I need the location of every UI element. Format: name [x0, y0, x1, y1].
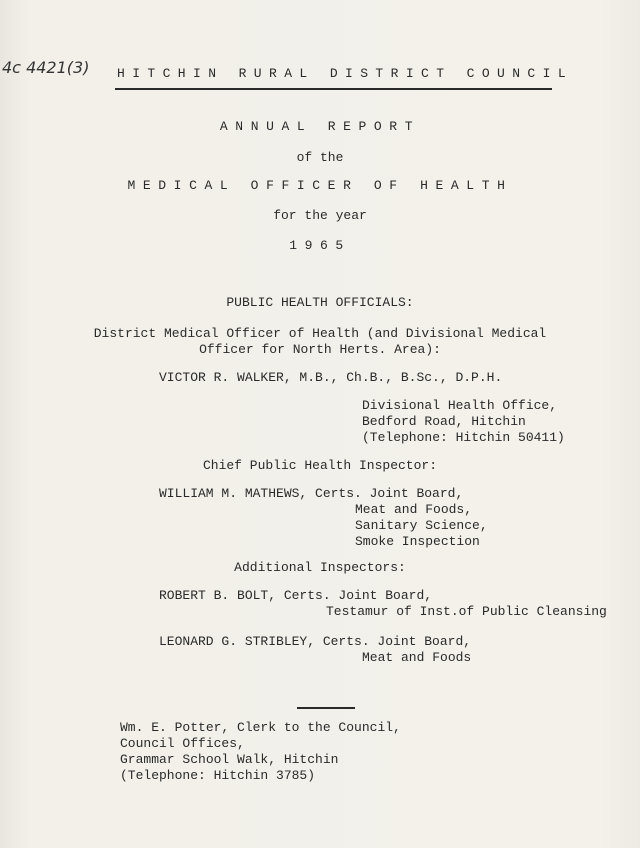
chief-qual-line2: Meat and Foods, — [355, 502, 473, 517]
inspector-stribley-qual: Meat and Foods — [362, 650, 472, 665]
dmo-title-line1: District Medical Officer of Health (and Divisional Medical — [93, 326, 547, 341]
office-line3: (Telephone: Hitchin 50411) — [362, 430, 565, 445]
title-for-the-year: for the year — [273, 208, 367, 223]
title-moh: MEDICAL OFFICER OF HEALTH — [127, 178, 513, 193]
dmo-name: VICTOR R. WALKER, M.B., Ch.B., B.Sc., D.P.H. — [159, 370, 503, 385]
chief-qual-line4: Smoke Inspection — [355, 534, 480, 549]
council-header: HITCHIN RURAL DISTRICT COUNCIL — [117, 66, 574, 81]
office-line2: Bedford Road, Hitchin — [362, 414, 526, 429]
chief-qual-line3: Sanitary Science, — [355, 518, 488, 533]
inspector-bolt-qual: Testamur of Inst.of Public Cleansing — [326, 604, 607, 619]
inspector-bolt: ROBERT B. BOLT, Certs. Joint Board, — [159, 588, 433, 603]
report-year: 1965 — [289, 238, 351, 253]
clerk-line4: (Telephone: Hitchin 3785) — [120, 768, 316, 783]
section-heading: PUBLIC HEALTH OFFICIALS: — [226, 295, 414, 310]
clerk-line3: Grammar School Walk, Hitchin — [120, 752, 339, 767]
office-line1: Divisional Health Office, — [362, 398, 558, 413]
dmo-title-line2: Officer for North Herts. Area): — [199, 342, 441, 357]
chief-inspector-name: WILLIAM M. MATHEWS, Certs. Joint Board, — [159, 486, 464, 501]
chief-inspector-heading: Chief Public Health Inspector: — [202, 458, 438, 473]
additional-inspectors-heading: Additional Inspectors: — [234, 560, 406, 575]
clerk-line2: Council Offices, — [120, 736, 245, 751]
divider-rule — [297, 707, 355, 709]
header-rule — [115, 88, 552, 90]
handwritten-reference: 4c 4421(3) — [2, 58, 90, 77]
clerk-line1: Wm. E. Potter, Clerk to the Council, — [120, 720, 401, 735]
report-title: ANNUAL REPORT — [219, 119, 421, 134]
title-of-the: of the — [296, 150, 344, 165]
inspector-stribley: LEONARD G. STRIBLEY, Certs. Joint Board, — [159, 634, 472, 649]
